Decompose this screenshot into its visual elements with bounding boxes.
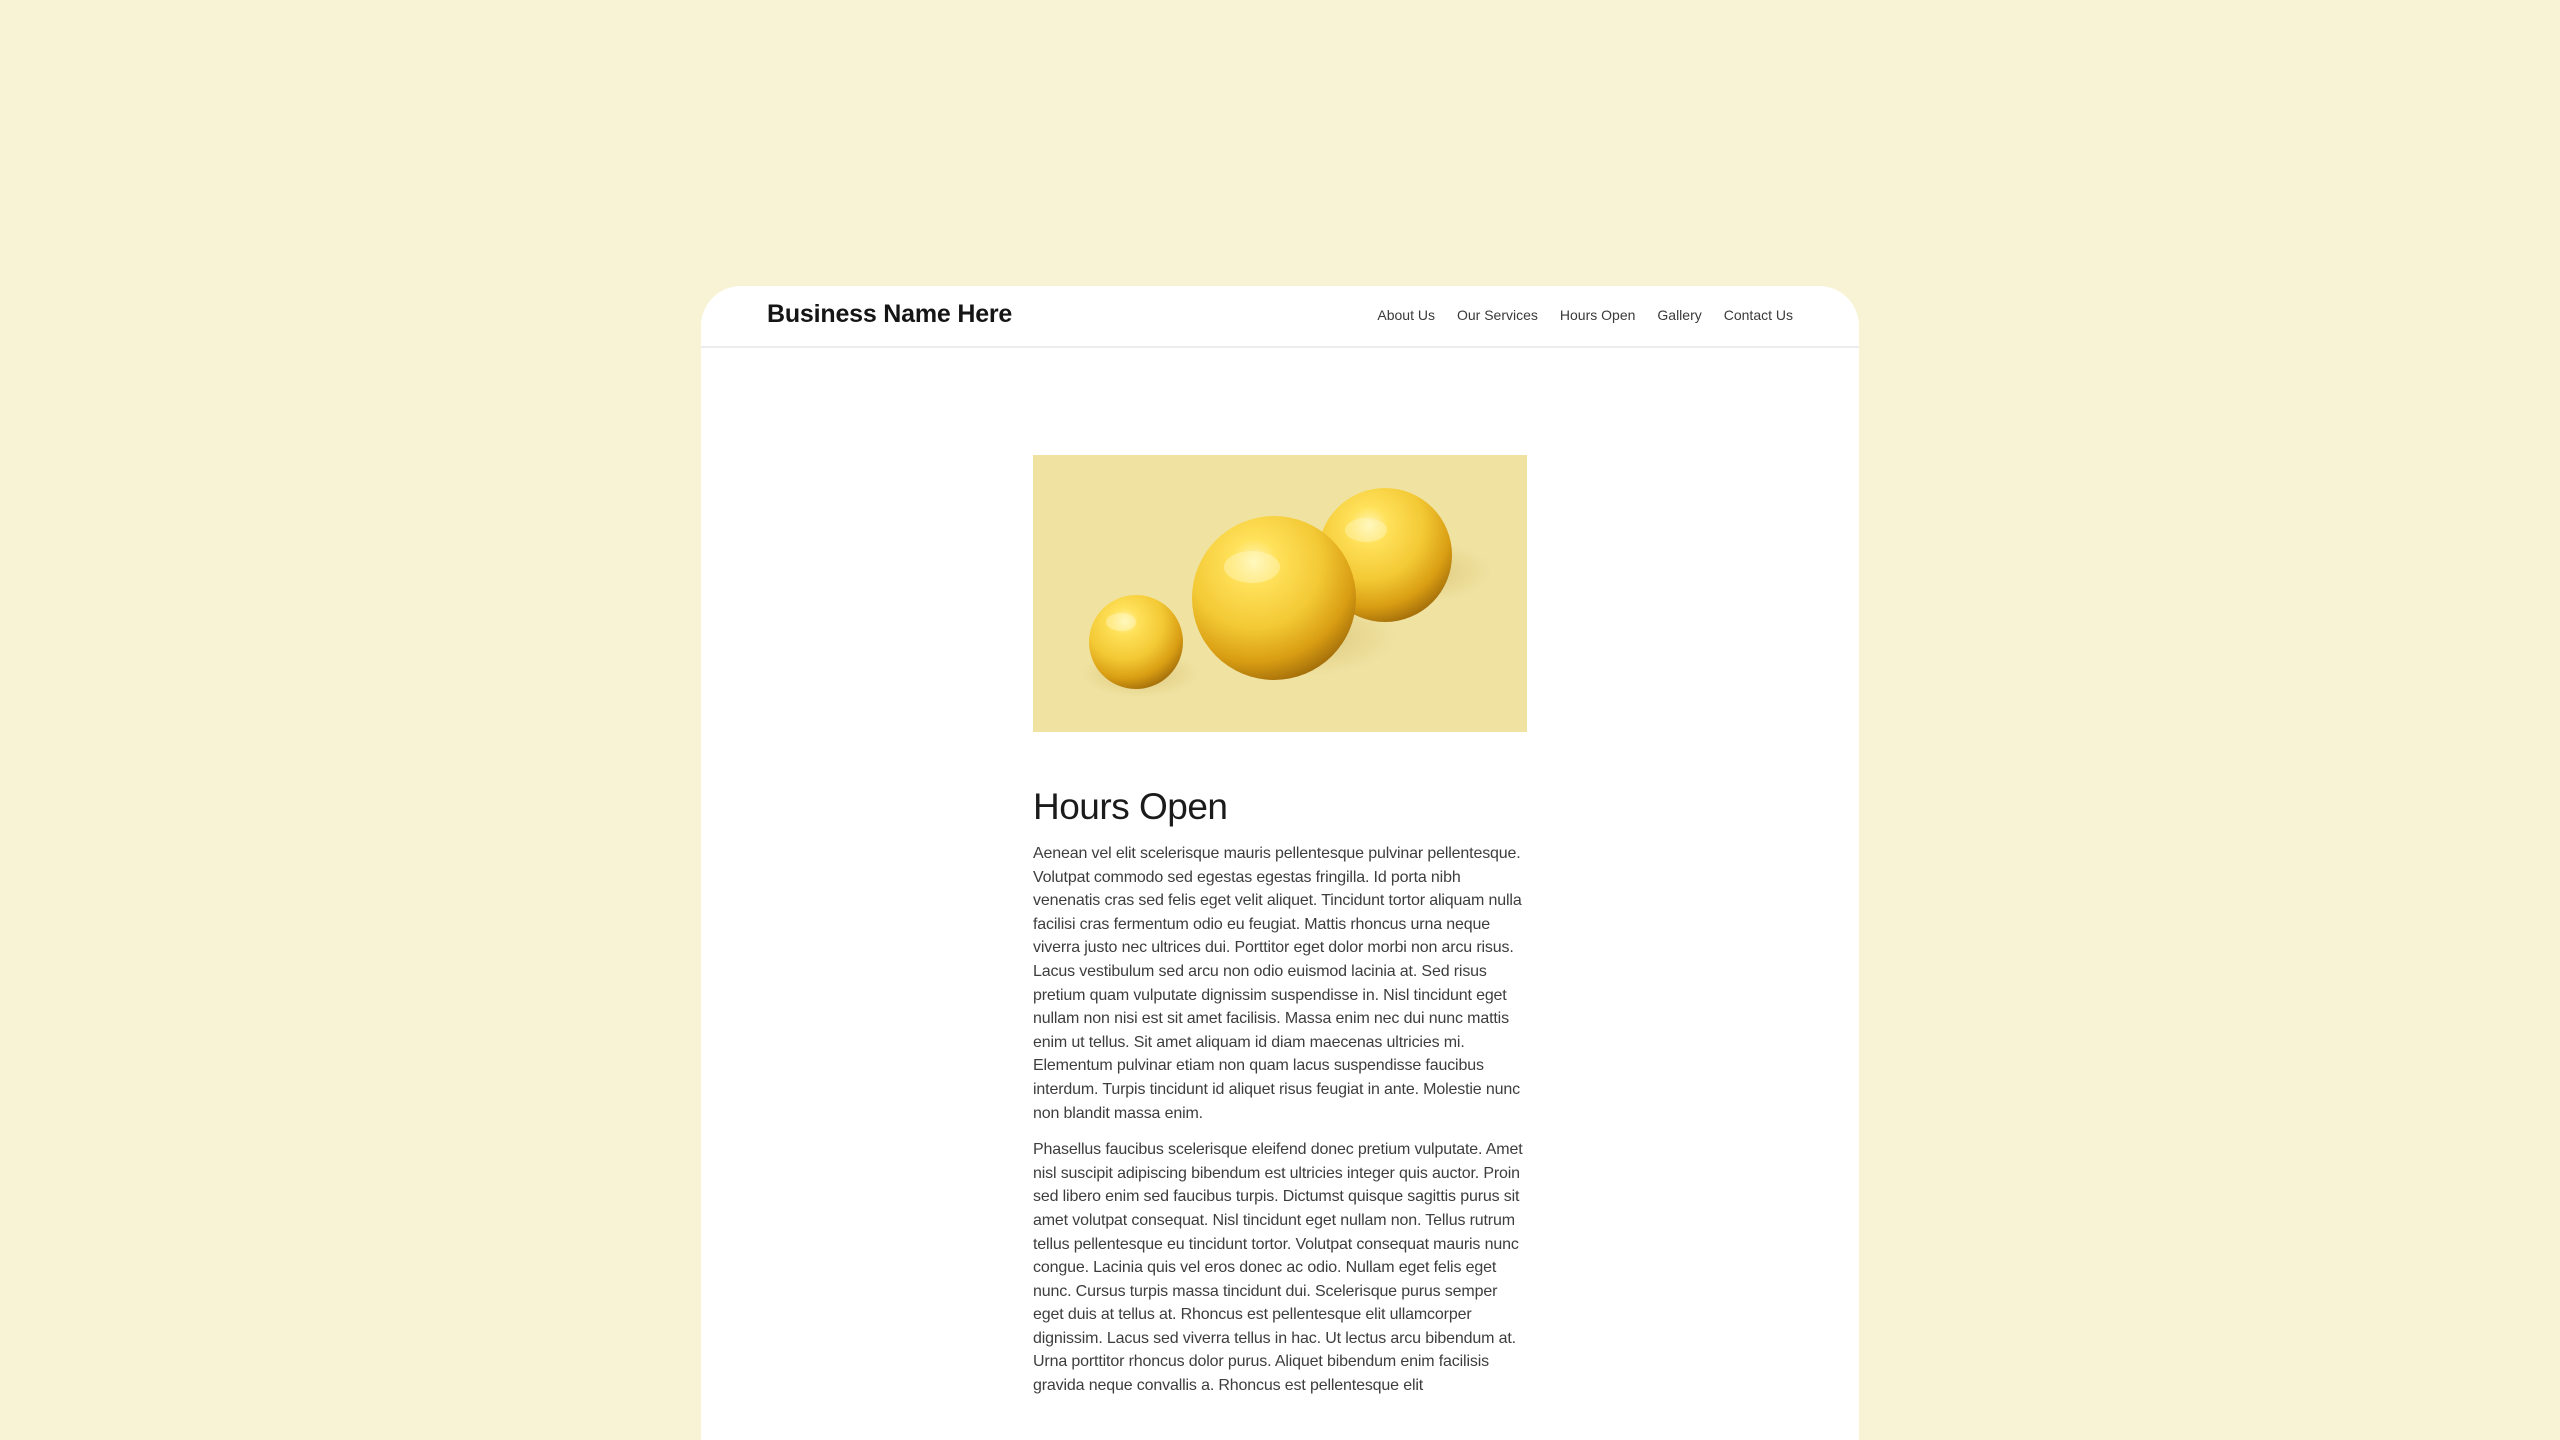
main-navigation <box>1377 307 1793 323</box>
nav-about-us[interactable]: About Us <box>1377 307 1435 323</box>
hero-image <box>1033 455 1527 732</box>
site-header <box>701 286 1859 348</box>
nav-our-services[interactable]: Our Services <box>1456 307 1538 323</box>
sphere-small <box>1089 595 1183 689</box>
nav-contact-us[interactable]: Contact Us <box>1723 307 1793 323</box>
golden-spheres-illustration <box>1033 455 1527 732</box>
brand-name[interactable]: Business Name Here <box>767 300 1013 328</box>
nav-hours-open[interactable]: Hours Open <box>1559 307 1636 323</box>
sphere-large-front <box>1192 516 1356 680</box>
body-paragraph: Aenean vel elit scelerisque mauris pellentesque pulvinar pellentesque. Volutpat commodo sed egestas egestas fringilla. Id porta nibh venenatis cras sed felis eget velit aliquet. Tincidunt tortor aliquam nulla facilisi cras fermentum odio eu feugiat. Mattis rhoncus urna neque viverra justo nec ultrices dui. Porttitor eget dolor morbi non arcu risus. Lacus vestibulum sed arcu non odio euismod lacinia at. Sed risus pretium quam vulputate dignissim suspendisse in. Nisl tincidunt eget nullam non nisi est sit amet facilisis. Massa enim nec dui nunc mattis enim ut tellus. Sit amet aliquam id diam maecenas ultricies mi. Elementum pulvinar etiam non quam lacus suspendisse faucibus interdum. Turpis tincidunt id aliquet risus feugiat in ante. Molestie nunc non blandit massa enim. <box>1033 845 1522 1122</box>
nav-gallery[interactable]: Gallery <box>1657 307 1702 323</box>
body-paragraph: Phasellus faucibus scelerisque eleifend donec pretium vulputate. Amet nisl suscipit adipiscing bibendum est ultricies integer quis auctor. Proin sed libero enim sed faucibus turpis. Dictumst quisque sagittis purus sit amet volutpat consequat. Nisl tincidunt eget nullam non. Tellus rutrum tellus pellentesque eu tincidunt tortor. Volutpat consequat mauris nunc congue. Lacinia quis vel eros donec ac odio. Nullam eget felis eget nunc. Cursus turpis massa tincidunt dui. Scelerisque purus semper eget duis at tellus at. Rhoncus est pellentesque elit ullamcorper dignissim. Lacus sed viverra tellus in hac. Ut lectus arcu bibendum at. Urna porttitor rhoncus dolor purus. Aliquet bibendum enim facilisis gravida neque convallis a. Rhoncus est pellentesque elit <box>1033 1141 1523 1395</box>
website-frame <box>701 286 1859 1440</box>
page-title: Hours Open <box>1033 786 1228 827</box>
main-content <box>1033 455 1527 1411</box>
